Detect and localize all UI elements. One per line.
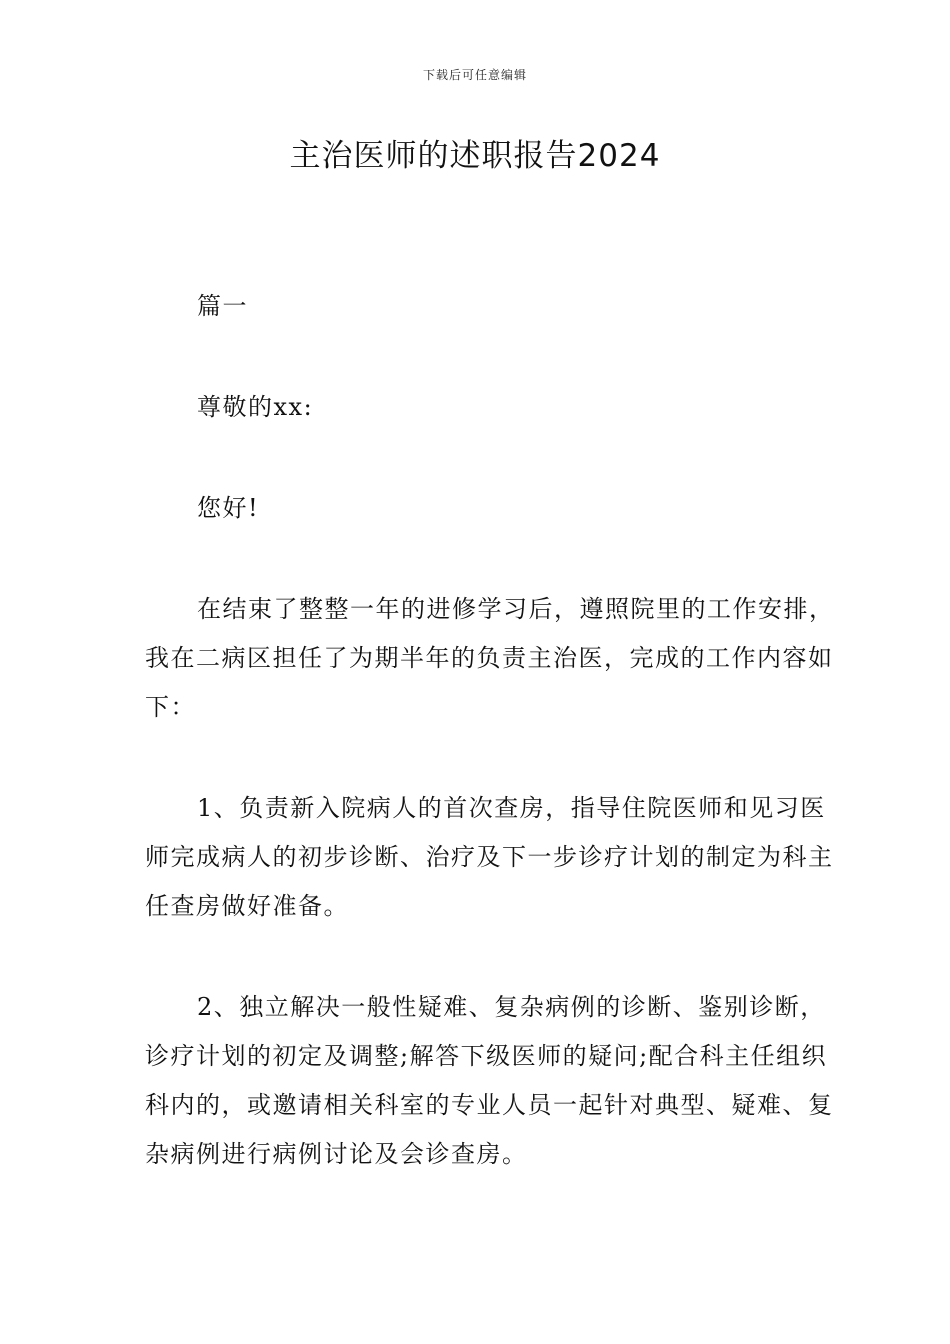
- document-title: 主治医师的述职报告2024: [289, 138, 661, 174]
- paragraph-intro: 在结束了整整一年的进修学习后，遵照院里的工作安排，我在二病区担任了为期半年的负责主治医，完成的工作内容如下：: [145, 595, 835, 721]
- paragraph-item-2: 2、独立解决一般性疑难、复杂病例的诊断、鉴别诊断，诊疗计划的初定及调整;解答下级医师的疑问;配合科主任组织科内的，或邀请相关科室的专业人员一起针对典型、疑难、复杂病例进行病例讨论及会诊查房。: [145, 993, 834, 1168]
- greeting: 您好!: [197, 494, 260, 522]
- header-note: 下载后可任意编辑: [422, 68, 527, 82]
- document-body: [145, 282, 835, 1179]
- salutation: 尊敬的xx:: [197, 393, 314, 421]
- section-label: 篇一: [197, 292, 248, 320]
- paragraph-item-1: 1、负责新入院病人的首次查房，指导住院医师和见习医师完成病人的初步诊断、治疗及下一步诊疗计划的制定为科主任查房做好准备。: [145, 794, 834, 920]
